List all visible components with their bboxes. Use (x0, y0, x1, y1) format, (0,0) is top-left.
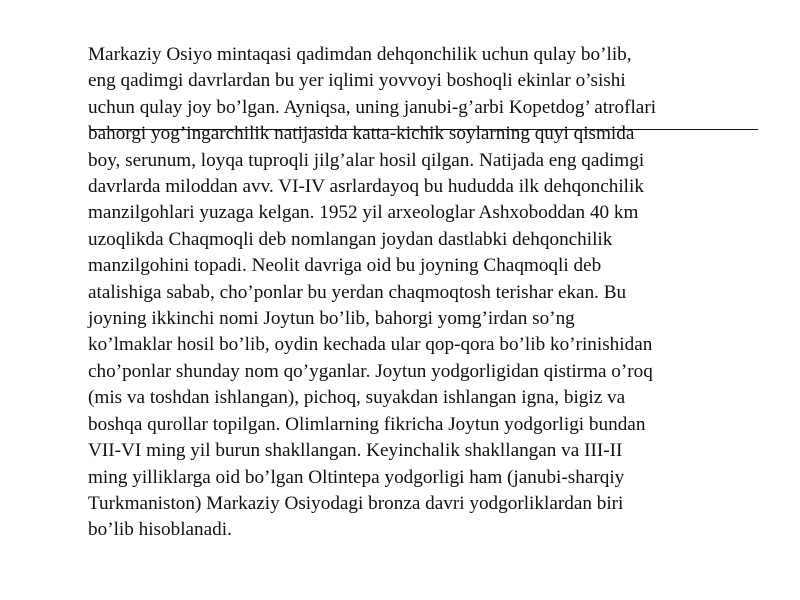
text-line: bahorgi yog’ingarchilik natijasida katta-kichik soylarning quyi qismida (88, 123, 635, 145)
text-line: ko’lmaklar hosil bo’lib, oydin kechada ular qop-qora bo’lib ko’rinishidan (88, 334, 653, 356)
text-line: ming yilliklarga oid bo’lgan Oltintepa yodgorligi ham (janubi-sharqiy (88, 466, 625, 488)
text-line: Turkmaniston) Markaziy Osiyodagi bronza davri yodgorliklardan biri (88, 492, 624, 514)
text-line: manzilgohini topadi. Neolit davriga oid bu joyning Chaqmoqli deb (88, 255, 602, 277)
text-line: VII-VI ming yil burun shakllangan. Keyinchalik shakllangan va III-II (88, 440, 623, 462)
text-line: boy, serunum, loyqa tuproqli jilg’alar hosil qilgan. Natijada eng qadimgi (88, 149, 645, 171)
text-line: Markaziy Osiyo mintaqasi qadimdan dehqonchilik uchun qulay bo’lib, (88, 44, 632, 65)
text-line: atalishiga sabab, cho’ponlar bu yerdan chaqmoqtosh terishar ekan. Bu (88, 281, 627, 303)
text-line: uchun qulay joy bo’lgan. Ayniqsa, uning janubi-g’arbi Kopetdog’ atroflari (88, 96, 657, 118)
text-line: uzoqlikda Chaqmoqli deb nomlangan joydan dastlabki dehqonchilik (88, 228, 613, 250)
text-line: cho’ponlar shunday nom qo’yganlar. Joytun yodgorligidan qistirma o’roq (88, 360, 653, 382)
text-line: joyning ikkinchi nomi Joytun bo’lib, bahorgi yomg’irdan so’ng (88, 308, 575, 330)
text-line: eng qadimgi davrlardan bu yer iqlimi yovvoyi boshoqli ekinlar o’sishi (88, 70, 626, 92)
text-line: davrlarda miloddan avv. VI-IV asrlardayoq bu hududda ilk dehqonchilik (88, 176, 644, 198)
text-line: bo’lib hisoblanadi. (88, 519, 232, 541)
text-line: boshqa qurollar topilgan. Olimlarning fikricha Joytun yodgorligi bundan (88, 413, 646, 435)
strike-rule (90, 129, 758, 130)
paragraph (88, 42, 778, 544)
text-line: (mis va toshdan ishlangan), pichoq, suyakdan ishlangan igna, bigiz va (88, 387, 626, 409)
text-line: manzilgohlari yuzaga kelgan. 1952 yil arxeologlar Ashxoboddan 40 km (88, 202, 639, 224)
